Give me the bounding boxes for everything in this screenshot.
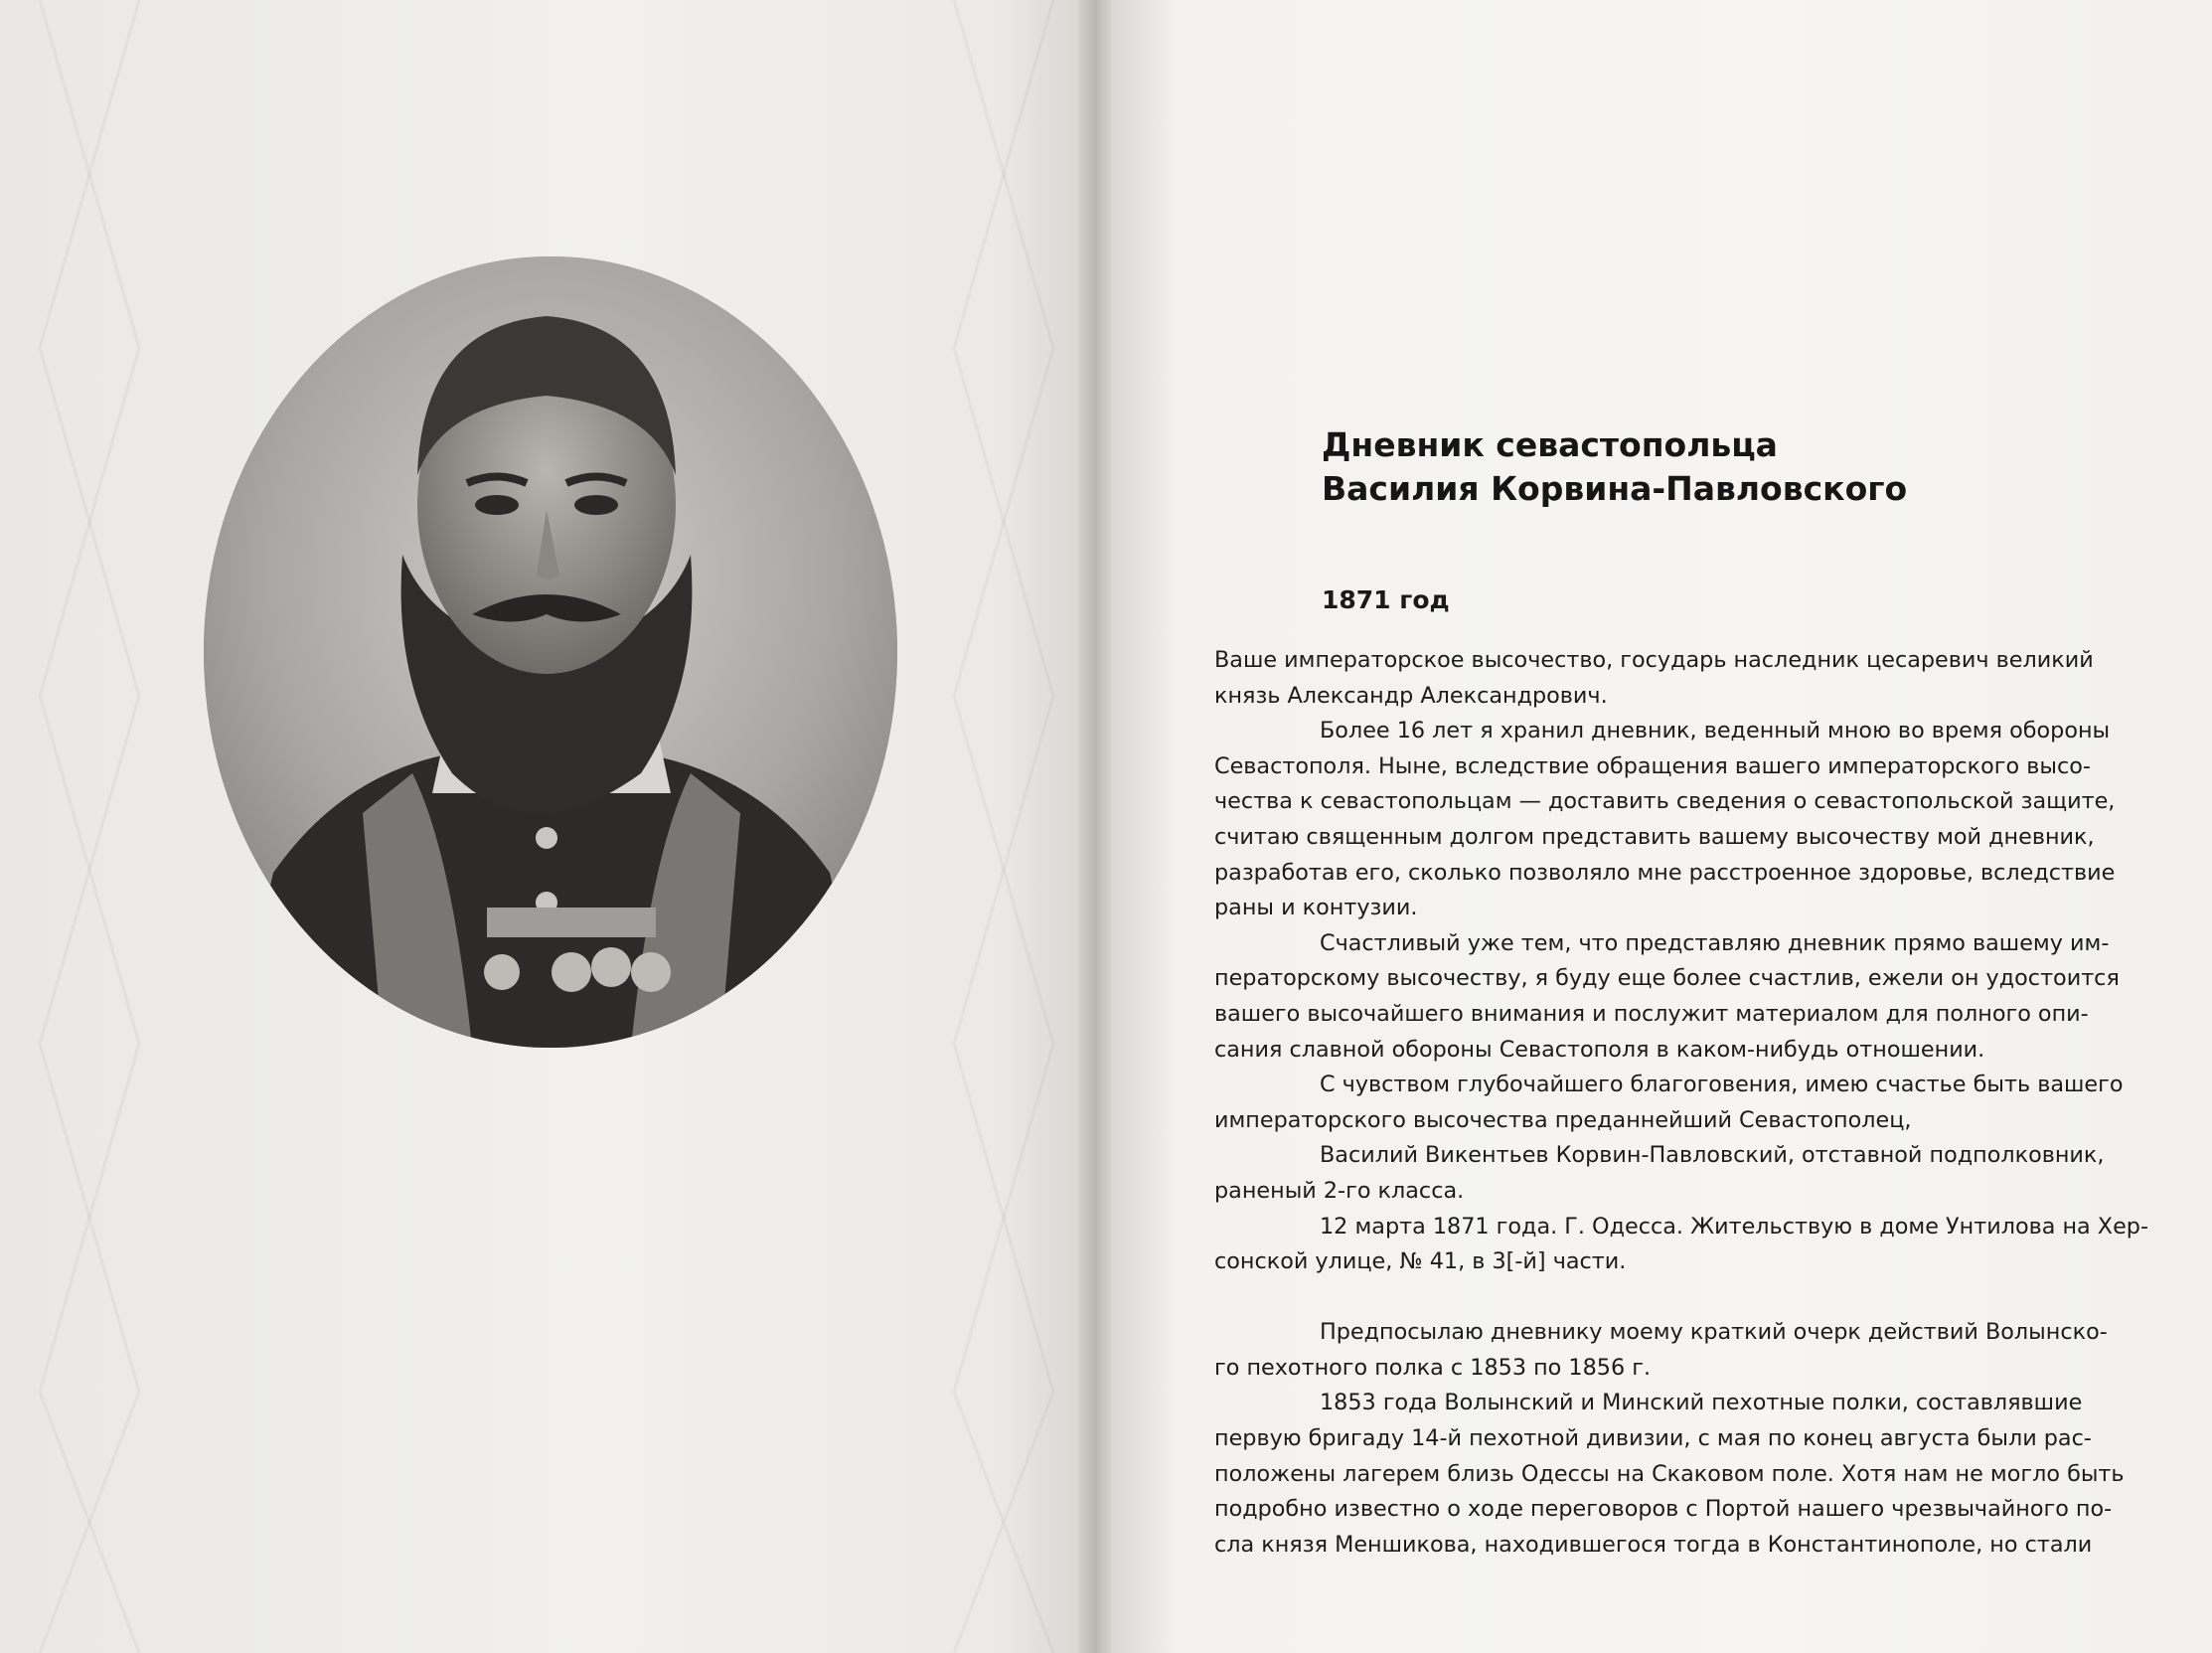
text-line: 12 марта 1871 года. Г. Одесса. Жительствую в доме Унтилова на Хер-: [1320, 1213, 2148, 1240]
portrait-illustration: [204, 256, 897, 1048]
body-text: [1214, 643, 2166, 1563]
text-line: раны и контузии.: [1214, 895, 1418, 921]
text-line: положены лагерем близь Одессы на Скаковом поле. Хотя нам не могло быть: [1214, 1460, 2125, 1487]
portrait-photo: [204, 256, 897, 1048]
text-line: считаю священным долгом представить вашему высочеству мой дневник,: [1214, 823, 2095, 850]
text-line: го пехотного полка с 1853 по 1856 г.: [1214, 1354, 1652, 1381]
text-line: императорского высочества преданнейший Севастополец,: [1214, 1106, 1912, 1133]
text-line: Севастополя. Ныне, вследствие обращения вашего императорского высо-: [1214, 752, 2091, 779]
right-page: [1111, 0, 2212, 1653]
title-line-1: Дневник севастопольца: [1322, 425, 1778, 464]
text-line: [1214, 1280, 2166, 1316]
text-line: Предпосылаю дневнику моему краткий очерк действий Волынско-: [1320, 1319, 2108, 1346]
text-line: князь Александр Александрович.: [1214, 682, 1608, 709]
text-line: сла князя Меншикова, находившегося тогда в Константинополе, но стали: [1214, 1531, 2093, 1558]
text-line: Счастливый уже тем, что представляю дневник прямо вашему им-: [1320, 929, 2110, 956]
text-line: сонской улице, № 41, в 3[-й] части.: [1214, 1248, 1627, 1275]
text-line: первую бригаду 14-й пехотной дивизии, с мая по конец августа были рас-: [1214, 1425, 2092, 1452]
text-line: 1853 года Волынский и Минский пехотные полки, составлявшие: [1320, 1390, 2083, 1416]
text-line: вашего высочайшего внимания и послужит материалом для полного опи-: [1214, 1000, 2089, 1027]
chapter-title: [1322, 423, 2176, 511]
title-line-2: Василия Корвина-Павловского: [1322, 469, 1908, 508]
bleed-through-text: [1171, 119, 2164, 165]
text-line: разработав его, сколько позволяло мне расстроенное здоровье, вследствие: [1214, 859, 2116, 886]
text-line: подробно известно о ходе переговоров с Портой нашего чрезвычайного по-: [1214, 1496, 2113, 1523]
left-page: [0, 0, 1083, 1653]
bleed-through-heading: [874, 537, 1083, 612]
text-line: сания славной обороны Севастополя в каком-нибудь отношении.: [1214, 1036, 1985, 1063]
text-line: Ваше императорское высочество, государь наследник цесаревич великий: [1214, 647, 2094, 673]
section-year: 1871 год: [1322, 585, 1450, 614]
text-line: С чувством глубочайшего благоговения, имею счастье быть вашего: [1320, 1072, 2124, 1098]
text-line: Более 16 лет я хранил дневник, веденный мною во время обороны: [1320, 718, 2111, 744]
text-line: ператорскому высочеству, я буду еще более счастлив, ежели он удостоится: [1214, 965, 2120, 992]
text-line: Василий Викентьев Корвин-Павловский, отставной подполковник,: [1320, 1142, 2105, 1169]
text-line: чества к севастопольцам — доставить сведения о севастопольской защите,: [1214, 788, 2116, 815]
text-line: раненый 2-го класса.: [1214, 1177, 1465, 1204]
